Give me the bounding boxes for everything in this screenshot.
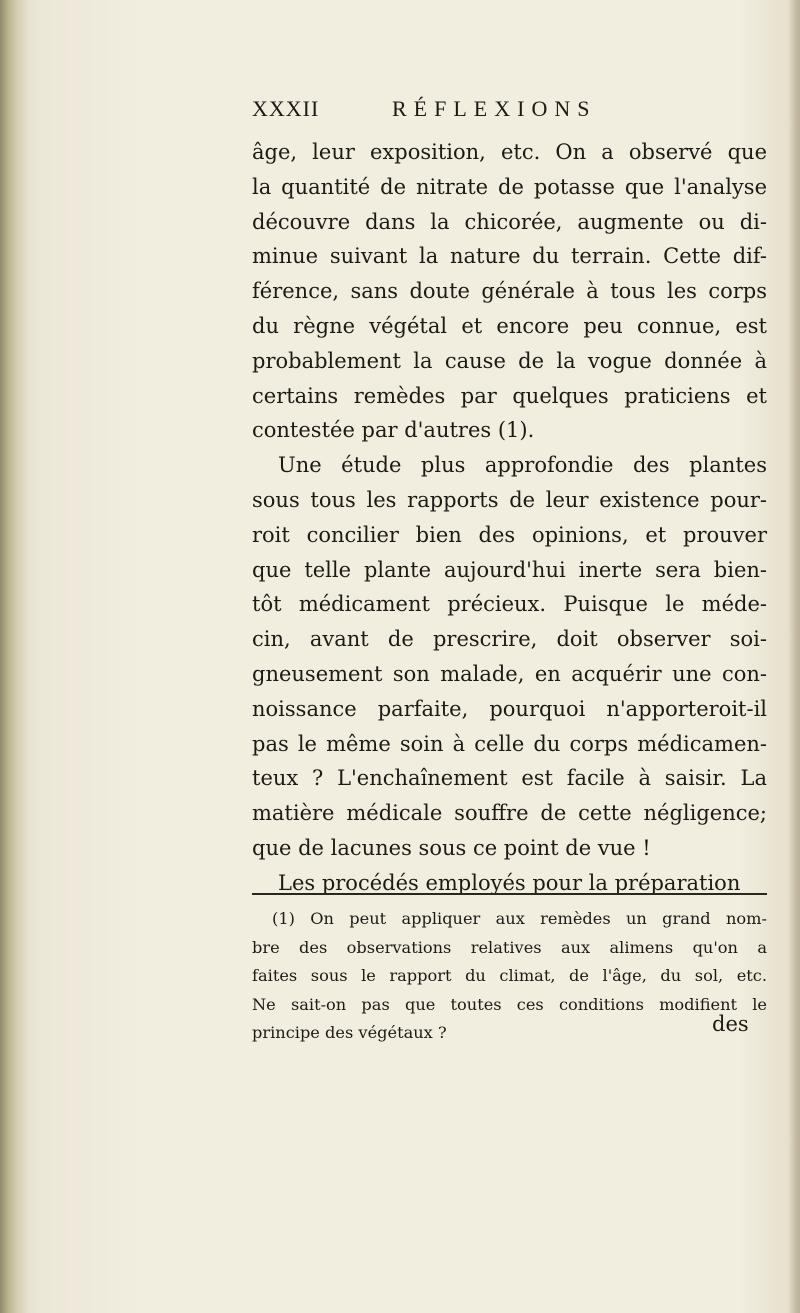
- text-line: cin, avant de prescrire, doit observer soi-: [252, 627, 767, 652]
- text-line: roit concilier bien des opinions, et prouver: [252, 522, 767, 547]
- page-number: XXXII: [252, 96, 320, 121]
- text-line: probablement la cause de la vogue donnée à: [252, 348, 767, 373]
- text-line: certains remèdes par quelques praticiens et: [252, 383, 767, 408]
- footnote-line: (1) On peut appliquer aux remèdes un grand nom-: [272, 909, 767, 928]
- page-header: [252, 96, 772, 126]
- text-line: la quantité de nitrate de potasse que l'analyse: [252, 174, 767, 199]
- text-line: férence, sans doute générale à tous les corps: [252, 279, 767, 304]
- footnote-line: bre des observations relatives aux alimens qu'on a: [252, 937, 767, 957]
- footnote-line: principe des végétaux ?: [252, 1023, 447, 1042]
- text-line: teux ? L'enchaînement est facile à saisir. La: [252, 766, 767, 791]
- text-line: tôt médicament précieux. Puisque le méde-: [252, 592, 767, 617]
- page-binding-edge: [0, 0, 28, 1313]
- text-line: pas le même soin à celle du corps médicamen-: [252, 731, 767, 756]
- text-line: matière médicale souffre de cette négligence;: [252, 801, 767, 826]
- footnote-rule: [252, 893, 767, 895]
- footnote: [252, 905, 767, 1048]
- text-line: âge, leur exposition, etc. On a observé que: [252, 140, 767, 164]
- paragraph-start-line: Une étude plus approfondie des plantes: [278, 453, 767, 478]
- footnote-line: faites sous le rapport du climat, de l'âge, du sol, etc.: [252, 966, 767, 985]
- text-line: découvre dans la chicorée, augmente ou di-: [252, 209, 767, 234]
- text-line: que de lacunes sous ce point de vue !: [252, 835, 651, 860]
- text-line: sous tous les rapports de leur existence pour-: [252, 487, 767, 512]
- text-line: noissance parfaite, pourquoi n'apporteroit-il: [252, 696, 767, 721]
- text-line: que telle plante aujourd'hui inerte sera bien-: [252, 557, 767, 582]
- text-line: du règne végétal et encore peu connue, est: [252, 313, 767, 338]
- paragraph-start-line: Les procédés employés pour la préparation: [278, 870, 741, 895]
- text-line: minue suivant la nature du terrain. Cette dif-: [252, 244, 767, 269]
- page-right-edge: [788, 0, 800, 1313]
- main-text: [252, 135, 767, 901]
- footnote-line: Ne sait-on pas que toutes ces conditions modifient le: [252, 994, 767, 1014]
- running-title: RÉFLEXIONS: [392, 96, 597, 121]
- text-line: contestée par d'autres (1).: [252, 418, 535, 443]
- catchword: des: [712, 1012, 749, 1036]
- text-line: gneusement son malade, en acquérir une con-: [252, 661, 767, 686]
